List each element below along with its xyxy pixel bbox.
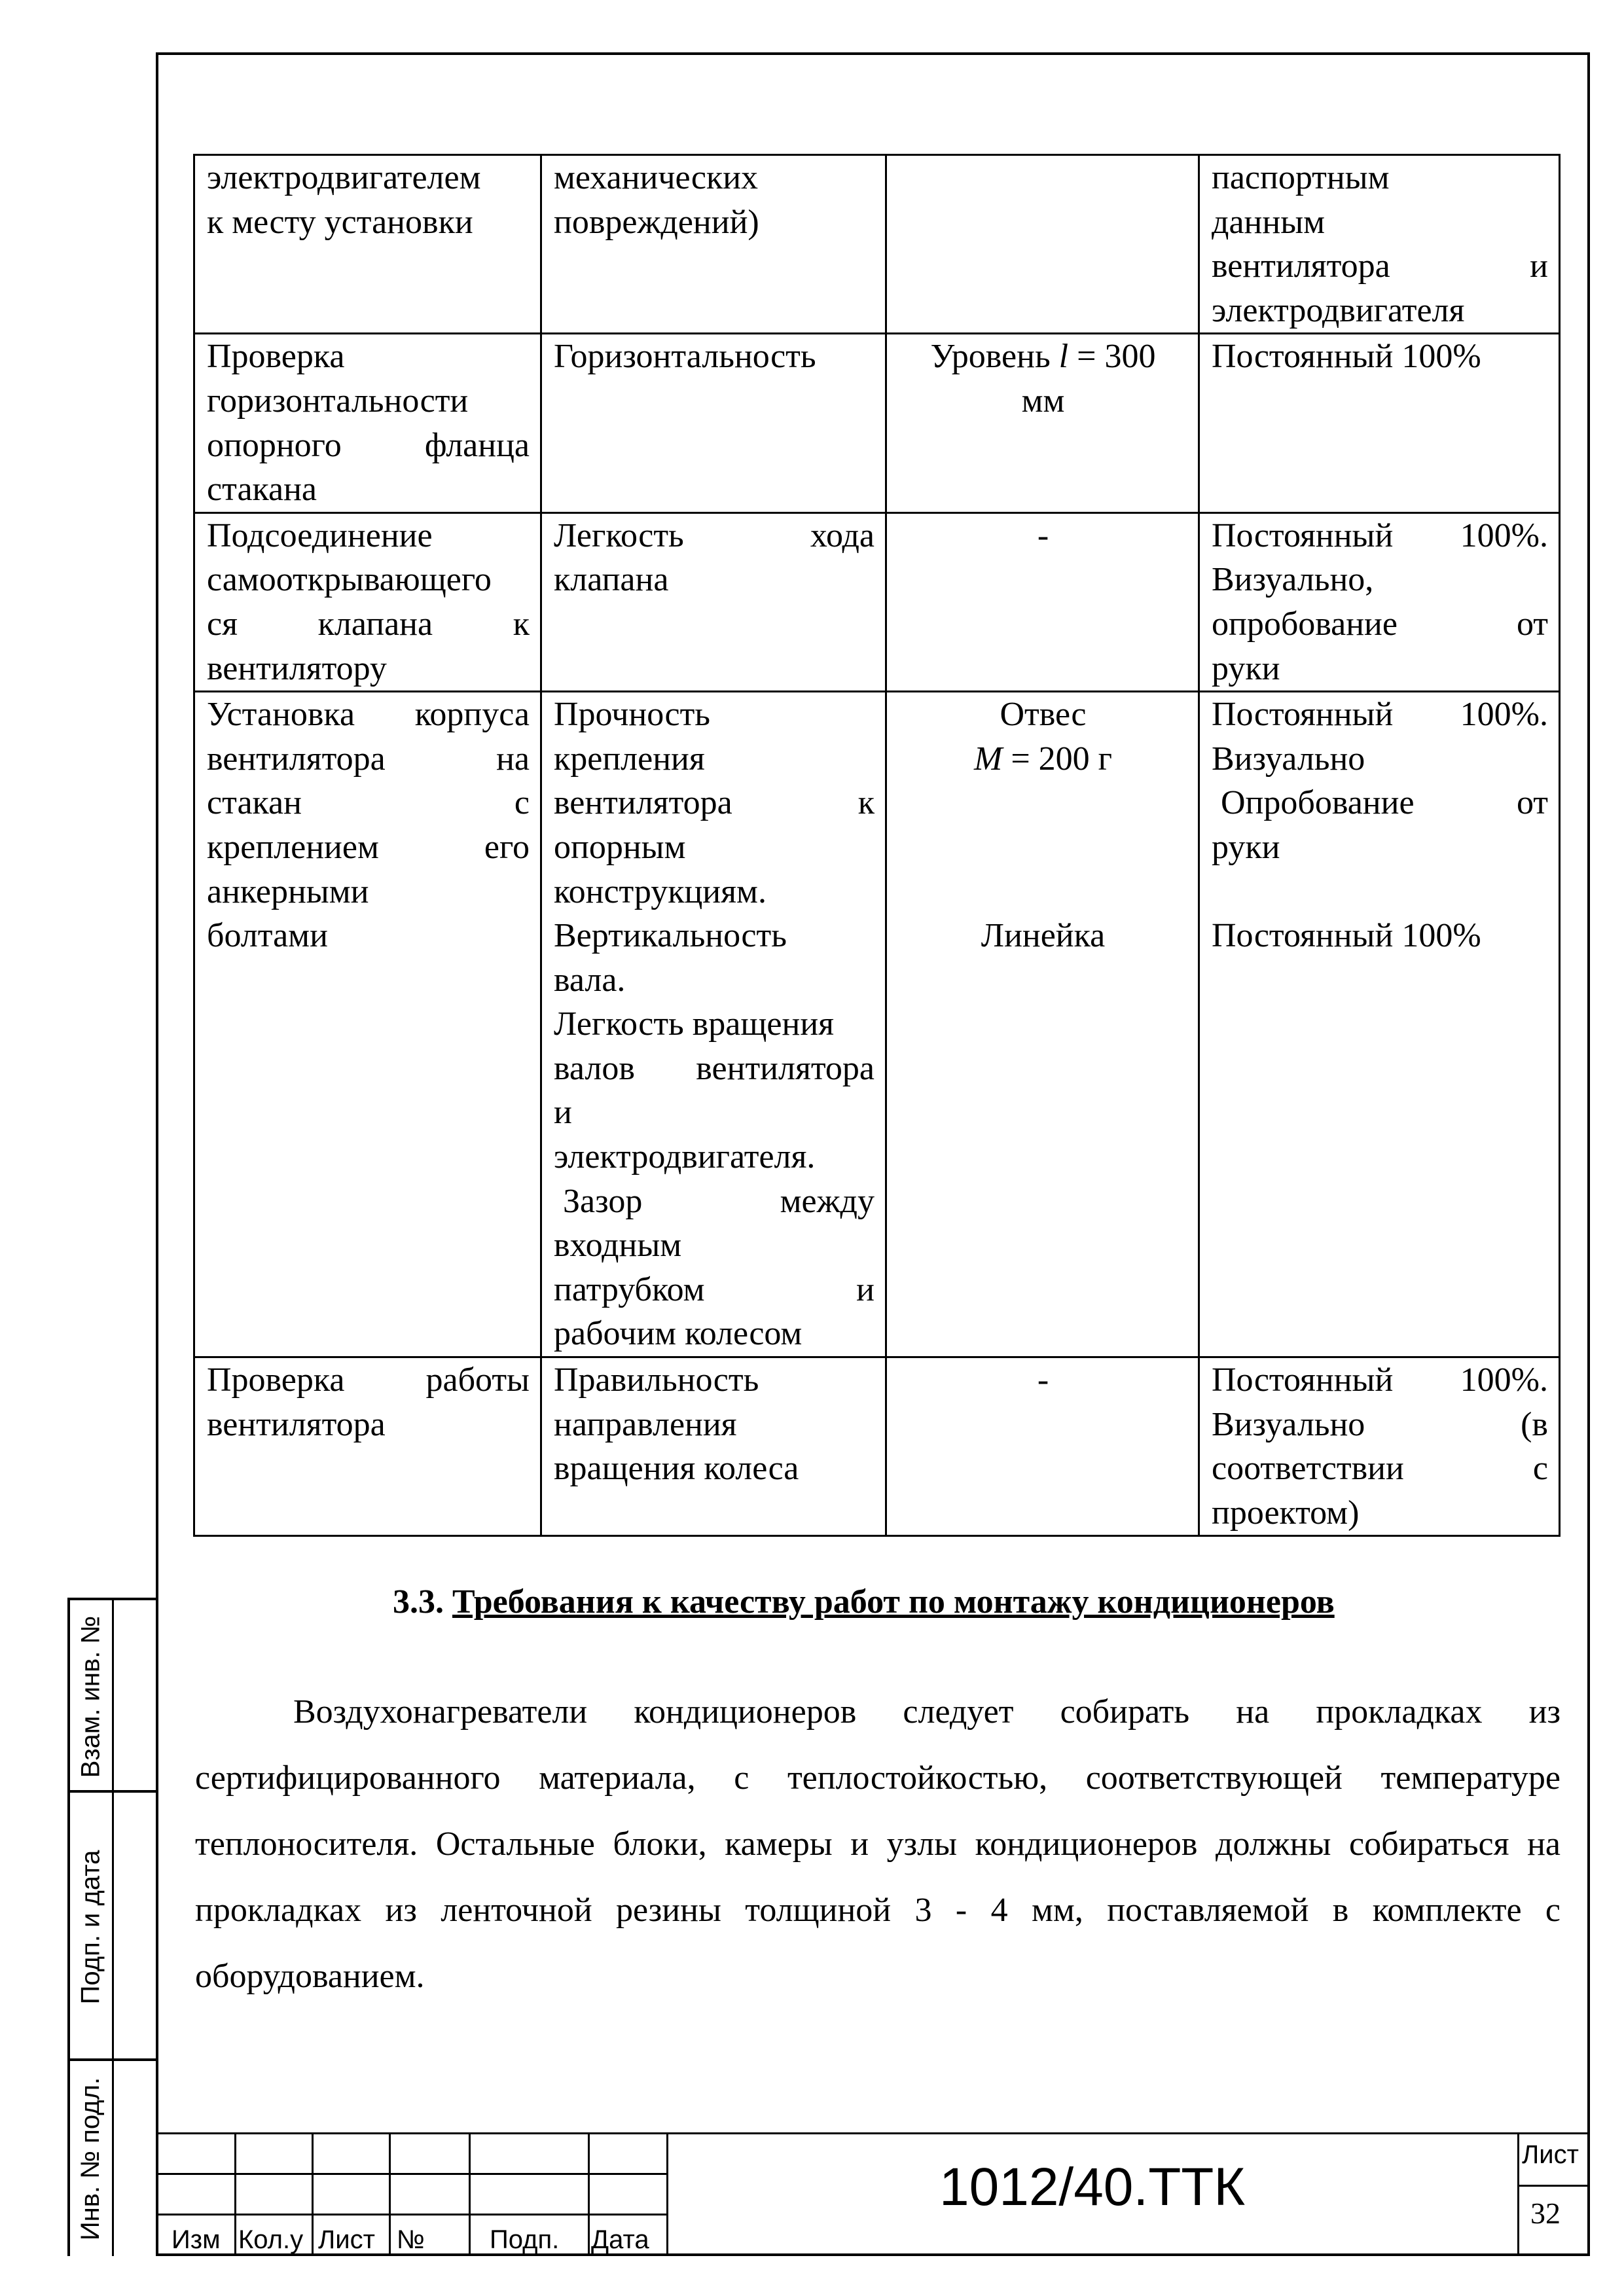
replaced-inventory-label: Взам. инв. № <box>76 1615 105 1778</box>
title-block-col-kolu: Кол.у <box>238 2225 304 2254</box>
control-subject-cell: Прочность крепления вентилятора к опорным конструкциям. Вертикальность вала. Легкость вращения валов вентилятора и электродвигателя. Зазор между входным патрубком и рабочим колесом <box>541 692 886 1357</box>
title-block-col-izm: Изм <box>171 2225 221 2254</box>
control-subject-cell: механических повреждений) <box>541 155 886 334</box>
table-row <box>194 155 1560 334</box>
section-paragraph: Воздухонагреватели кондиционеров следует собирать на прокладках из сертифицированного материала, с теплостойкостью, соответствующей температуре теплоносителя. Остальные блоки, камеры и узлы кондиционеров должны собираться на прокладках из ленточной резины толщиной 3 - 4 мм, поставляемой в комплекте с оборудованием. <box>195 1693 1561 1995</box>
original-inventory-label: Инв. № подл. <box>76 2077 105 2240</box>
operation-cell: Проверка работы вентилятора <box>194 1357 541 1536</box>
title-block-col-no: № <box>397 2225 425 2254</box>
control-type-cell: Постоянный 100%. Визуально, опробование от руки <box>1199 512 1560 691</box>
signature-date-label: Подп. и дата <box>76 1850 105 2004</box>
document-code: 1012/40.ТТК <box>939 2157 1246 2217</box>
instrument-cell <box>886 155 1199 334</box>
title-block-col-list: Лист <box>318 2225 375 2254</box>
instrument-cell: - <box>886 512 1199 691</box>
control-subject-cell: Легкость хода клапана <box>541 512 886 691</box>
control-type-cell: Постоянный 100%. Визуально Опробование от руки Постоянный 100% <box>1199 692 1560 1357</box>
instrument-cell: Уровень l = 300 мм <box>886 334 1199 512</box>
operation-cell: Установка корпуса вентилятора на стакан с креплением его анкерными болтами <box>194 692 541 1357</box>
section-number: 3.3. <box>393 1583 444 1621</box>
quality-control-table <box>193 154 1561 1537</box>
title-block-col-data: Дата <box>591 2225 649 2254</box>
table-row <box>194 692 1560 1357</box>
operation-cell: Подсоединение самооткрывающего ся клапана к вентилятору <box>194 512 541 691</box>
variable-l: l <box>1058 338 1069 376</box>
control-type-cell: Постоянный 100%. Визуально (в соответствии с проектом) <box>1199 1357 1560 1536</box>
side-stamp-strip <box>67 1598 156 2256</box>
control-type-cell: паспортным данным вентилятора и электродвигателя <box>1199 155 1560 334</box>
sheet-label: Лист <box>1522 2140 1579 2169</box>
control-type-cell: Постоянный 100% <box>1199 334 1560 512</box>
table-row <box>194 334 1560 512</box>
control-subject-cell: Правильность направления вращения колеса <box>541 1357 886 1536</box>
title-block-col-podp: Подп. <box>490 2225 560 2254</box>
operation-cell: электродвигателем к месту установки <box>194 155 541 334</box>
variable-m: M <box>974 740 1003 778</box>
section-title <box>393 1583 1335 1621</box>
operation-cell: Проверка горизонтальности опорного фланца стакана <box>194 334 541 512</box>
instrument-cell: Отвес M = 200 г Линейка <box>886 692 1199 1357</box>
sheet-number: 32 <box>1530 2197 1561 2230</box>
instrument-cell: - <box>886 1357 1199 1536</box>
table-row <box>194 512 1560 691</box>
table-row <box>194 1357 1560 1536</box>
control-subject-cell: Горизонтальность <box>541 334 886 512</box>
section-heading: Требования к качеству работ по монтажу кондиционеров <box>452 1583 1335 1621</box>
